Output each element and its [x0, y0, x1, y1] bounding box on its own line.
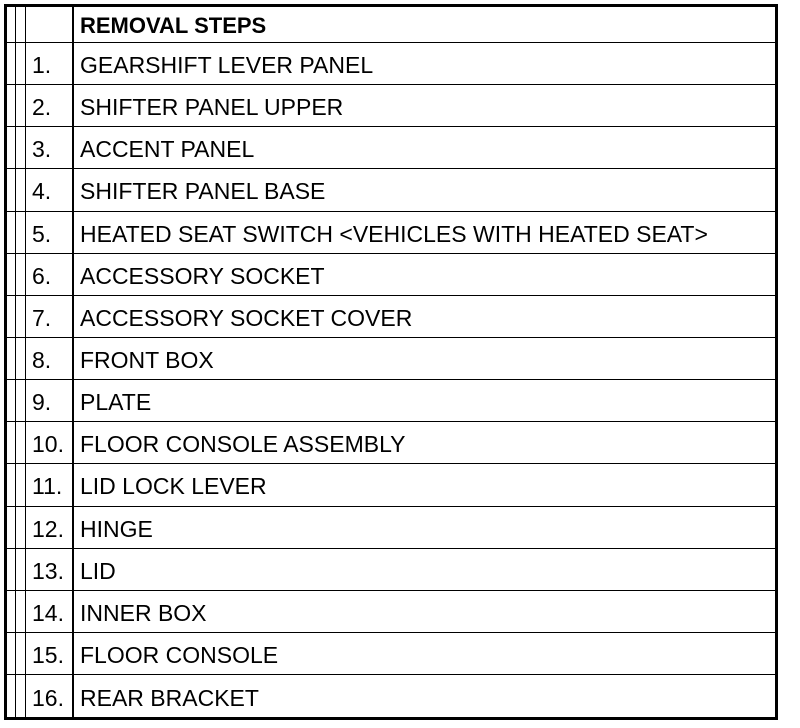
table-row: [7, 464, 775, 506]
spacer-column-1: [7, 254, 16, 295]
spacer-column-2: [16, 212, 26, 253]
spacer-column-1: [7, 591, 16, 632]
step-number: 15.: [26, 633, 74, 674]
spacer-column-2: [16, 464, 26, 505]
step-name: FLOOR CONSOLE: [80, 642, 279, 669]
step-name: ACCENT PANEL: [80, 136, 255, 163]
step-name: SHIFTER PANEL BASE: [80, 178, 326, 205]
step-name: GEARSHIFT LEVER PANEL: [80, 52, 374, 79]
spacer-column-1: [7, 127, 16, 168]
step-number: 2.: [26, 85, 74, 126]
spacer-column-2: [16, 254, 26, 295]
table-row: [7, 43, 775, 85]
step-number: 10.: [26, 422, 74, 463]
step-name: LID LOCK LEVER: [80, 473, 267, 500]
spacer-column-2: [16, 127, 26, 168]
spacer-column-1: [7, 675, 16, 717]
spacer-column-1: [7, 549, 16, 590]
step-number: 9.: [26, 380, 74, 421]
spacer-column-2: [16, 85, 26, 126]
spacer-column-2: [16, 43, 26, 84]
step-number: 11.: [26, 464, 74, 505]
spacer-column-2: [16, 507, 26, 548]
table-row: [7, 633, 775, 675]
spacer-column-2: [16, 296, 26, 337]
spacer-column-1: [7, 43, 16, 84]
spacer-column-1: [7, 422, 16, 463]
spacer-column-2: [16, 422, 26, 463]
step-name: REAR BRACKET: [80, 684, 259, 711]
table-row: [7, 549, 775, 591]
step-name: PLATE: [80, 389, 152, 416]
spacer-column-1: [7, 464, 16, 505]
step-number: 16.: [26, 675, 74, 717]
table-row: [7, 85, 775, 127]
removal-steps-table: [4, 4, 778, 720]
spacer-column-2: [16, 169, 26, 210]
table-row: [7, 507, 775, 549]
step-name: LID: [80, 557, 116, 584]
step-name: INNER BOX: [80, 599, 207, 626]
spacer-column-1: [7, 85, 16, 126]
step-number: 6.: [26, 254, 74, 295]
spacer-column-2: [16, 549, 26, 590]
spacer-column-2: [16, 591, 26, 632]
step-number: 4.: [26, 169, 74, 210]
step-name: ACCESSORY SOCKET COVER: [80, 304, 413, 331]
step-number: 14.: [26, 591, 74, 632]
table-row: [7, 338, 775, 380]
step-number: 3.: [26, 127, 74, 168]
spacer-column-1: [7, 169, 16, 210]
table-row: [7, 422, 775, 464]
table-row: [7, 212, 775, 254]
step-name: FRONT BOX: [80, 347, 214, 374]
step-number: 1.: [26, 43, 74, 84]
spacer-column-1: [7, 380, 16, 421]
step-name: SHIFTER PANEL UPPER: [80, 94, 344, 121]
step-number: 8.: [26, 338, 74, 379]
step-name: HEATED SEAT SWITCH <VEHICLES WITH HEATED SEAT>: [80, 220, 708, 247]
table-row: [7, 254, 775, 296]
step-name: ACCESSORY SOCKET: [80, 262, 325, 289]
table-row: [7, 675, 775, 717]
spacer-column-1: [7, 212, 16, 253]
step-name: HINGE: [80, 515, 153, 542]
step-number: 7.: [26, 296, 74, 337]
spacer-column-2: [16, 380, 26, 421]
table-header-row: [7, 7, 775, 43]
spacer-column-1: [7, 338, 16, 379]
spacer-column-2: [16, 7, 26, 42]
step-number: 5.: [26, 212, 74, 253]
spacer-column-2: [16, 675, 26, 717]
spacer-column-1: [7, 7, 16, 42]
spacer-column-1: [7, 633, 16, 674]
spacer-column-1: [7, 296, 16, 337]
table-row: [7, 296, 775, 338]
step-name: FLOOR CONSOLE ASSEMBLY: [80, 431, 406, 458]
spacer-column-1: [7, 507, 16, 548]
table-row: [7, 169, 775, 211]
step-number: 12.: [26, 507, 74, 548]
header-number-cell: [26, 7, 74, 42]
spacer-column-2: [16, 633, 26, 674]
table-title: REMOVAL STEPS: [80, 12, 267, 38]
table-row: [7, 591, 775, 633]
table-row: [7, 127, 775, 169]
step-number: 13.: [26, 549, 74, 590]
table-row: [7, 380, 775, 422]
spacer-column-2: [16, 338, 26, 379]
